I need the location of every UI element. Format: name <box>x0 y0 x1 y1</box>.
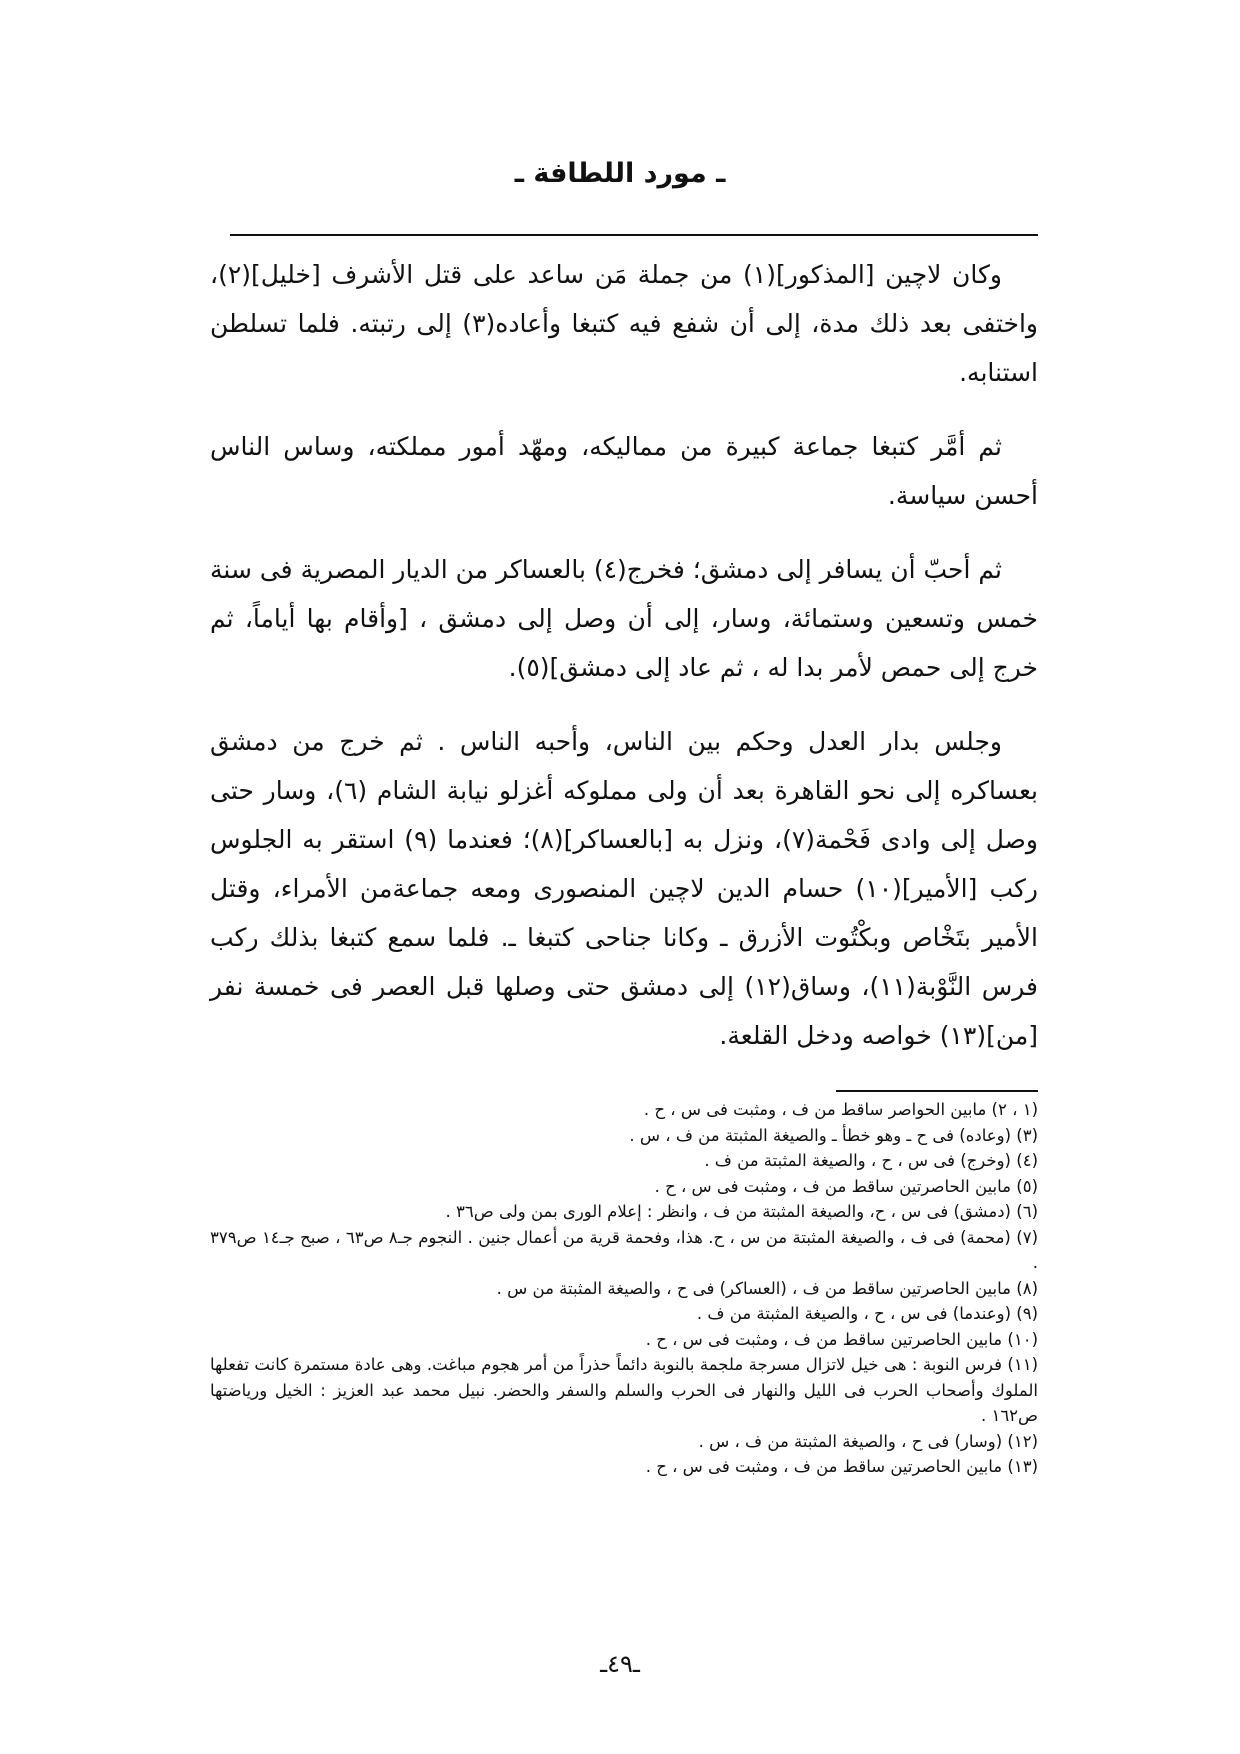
footnote: (١٠) مابين الحاصرتين ساقط من ف ، ومثبت فى س ، ح . <box>645 1329 1038 1349</box>
footnote: (٣) (وعاده) فى ح ـ وهو خطأ ـ والصيغة المثبتة من ف ، س . <box>629 1125 1038 1145</box>
footnote: (٧) (محمة) فى ف ، والصيغة المثبتة من س ، ح. هذا، وفحمة قرية من أعمال جنين . النجوم جـ٨ ص٦٣ ، صبح جـ١٤ ص٣٧٩ . <box>210 1227 1038 1272</box>
running-header-title: ـ مورد اللطافة ـ <box>514 158 726 189</box>
footnotes-list <box>210 1097 1038 1480</box>
page-number: ـ٤٩ـ <box>600 1650 640 1678</box>
footnote: (٦) (دمشق) فى س ، ح، والصيغة المثبتة من ف ، وانظر : إعلام الورى بمن ولى ص٣٦ . <box>445 1202 1038 1221</box>
paragraph-3: ثم أحبّ أن يسافر إلى دمشق؛ فخرج(٤) بالعساكر من الديار المصرية فى سنة خمس وتسعين وستمائة، وسار، إلى أن وصل إلى دمشق ، [وأقام بها أياماً، ثم خرج إلى حمص لأمر بدا له ، ثم عاد إلى دمشق](٥). <box>210 555 1038 682</box>
paragraph-4: وجلس بدار العدل وحكم بين الناس، وأحبه الناس . ثم خرج من دمشق بعساكره إلى نحو القاهرة بعد أن ولى مملوكه أغزلو نيابة الشام (٦)، وسار حتى وصل إلى وادى فَحْمة(٧)، ونزل به [بالعساكر](٨)؛ فعندما (٩) استقر به الجلوس ركب [الأمير](١٠) حسام الدين لاچين المنصورى ومعه جماعةمن الأمراء، وقتل الأمير بتَخْاص وبكْتُوت الأزرق ـ وكانا جناحى كتبغا ـ. فلما سمع كتبغا بذلك ركب فرس النَّوْبة(١١)، وساق(١٢) إلى دمشق حتى وصلها قبل العصر فى خمسة نفر [من](١٣) خواصه ودخل القلعة. <box>210 727 1038 1050</box>
footnote-divider <box>836 1090 1038 1092</box>
paragraph-2: ثم أمَّر كتبغا جماعة كبيرة من مماليكه، ومهّد أمور مملكته، وساس الناس أحسن سياسة. <box>210 432 1038 510</box>
footnote: (١ ، ٢) مابين الحواصر ساقط من ف ، ومثبت فى س ، ح . <box>643 1100 1038 1119</box>
footnote: (٤) (وخرج) فى س ، ح ، والصيغة المثبتة من ف . <box>704 1151 1038 1170</box>
footnote: (٥) مابين الحاصرتين ساقط من ف ، ومثبت فى س ، ح . <box>654 1176 1038 1196</box>
header-divider <box>230 234 1038 236</box>
paragraph-1: وكان لاچين [المذكور](١) من جملة مَن ساعد على قتل الأشرف [خليل](٢)، واختفى بعد ذلك مدة، إلى أن شفع فيه كتبغا وأعاده(٣) إلى رتبته. فلما تسلطن استنابه. <box>210 260 1038 387</box>
footnote: (١٣) مابين الحاصرتين ساقط من ف ، ومثبت فى س ، ح . <box>645 1457 1038 1476</box>
footnote: (١١) فرس النوبة : هى خيل لاتزال مسرجة ملجمة بالنوبة دائماً حذراً من أمر هجوم مباغت. وهى عادة مستمرة كانت تفعلها الملوك وأصحاب الحرب فى الليل والنهار فى الحرب والسلم والسفر والحضر. نبيل محمد عبد العزيز : الخيل ورياضتها ص١٦٢ . <box>210 1355 1038 1425</box>
footnote: (٩) (وعندما) فى س ، ح ، والصيغة المثبتة من ف . <box>696 1304 1038 1323</box>
main-text <box>210 250 1038 1085</box>
footnote: (٨) مابين الحاصرتين ساقط من ف ، (العساكر) فى ح ، والصيغة المثبتة من س . <box>496 1278 1038 1298</box>
footnote: (١٢) (وسار) فى ح ، والصيغة المثبتة من ف ، س . <box>698 1431 1038 1451</box>
